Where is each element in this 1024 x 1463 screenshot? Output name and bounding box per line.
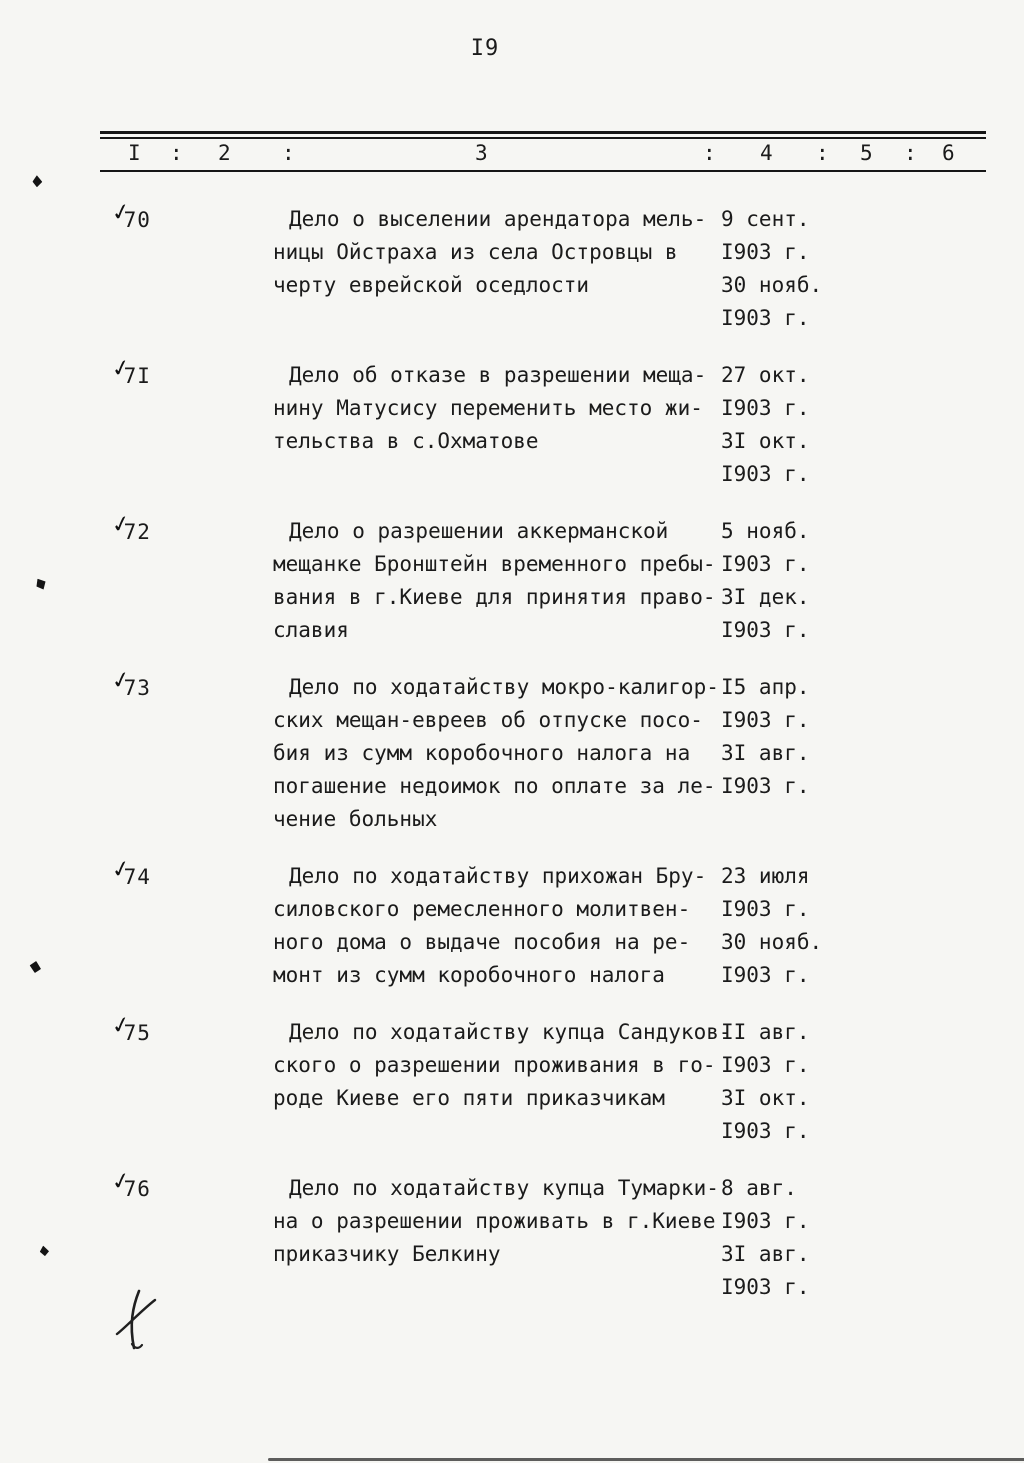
date-line: I903 г. [721,552,810,576]
check-mark-icon: ✓ [109,852,132,886]
description-line: нину Матусису переменить место жи- [273,396,703,420]
description-line: ницы Ойстраха из села Островцы в [273,240,678,264]
table-top-rule-thick [100,131,986,134]
description-line: погашение недоимок по оплате за ле- [273,774,716,798]
entry-row-70 [0,195,1024,335]
description-line: Дело по ходатайству купца Сандуков- [289,1020,732,1044]
column-separator: : [170,141,183,165]
column-header-1: I [128,141,141,165]
description-line: ских мещан-евреев об отпуске посо- [273,708,703,732]
description-line: силовского ремесленного молитвен- [273,897,691,921]
date-line: I903 г. [721,1275,810,1299]
column-header-5: 5 [860,141,873,165]
table-header [100,141,986,169]
date-line: II авг. [721,1020,810,1044]
entry-description [273,860,721,992]
check-mark-icon: ✓ [109,663,132,697]
date-line: I903 г. [721,462,810,486]
date-line: I903 г. [721,618,810,642]
entry-number-text: 75 [123,1021,151,1045]
date-line: 3I авг. [721,741,810,765]
date-line: I903 г. [721,1053,810,1077]
entry-row-76 [0,1164,1024,1304]
entry-description [273,671,721,836]
date-line: I903 г. [721,396,810,420]
description-line: вания в г.Киеве для принятия право- [273,585,716,609]
entry-dates [721,860,1024,992]
entry-dates [721,1016,1024,1148]
entry-description [273,359,721,458]
description-line: тельства в с.Охматове [273,429,539,453]
entry-number-text: 70 [123,208,151,232]
date-line: 8 авг. [721,1176,797,1200]
entry-dates [721,515,1024,647]
date-line: 30 нояб. [721,273,823,297]
description-line: Дело по ходатайству купца Тумарки- [289,1176,719,1200]
date-line: 3I дек. [721,585,810,609]
column-header-2: 2 [218,141,231,165]
description-line: славия [273,618,349,642]
entry-dates [721,359,1024,491]
date-line: I903 г. [721,1209,810,1233]
check-mark-icon: ✓ [109,195,132,229]
date-line: I903 г. [721,963,810,987]
entry-description [273,1016,732,1115]
date-line: I5 апр. [721,675,810,699]
entry-row-72 [0,507,1024,647]
entry-number [105,507,273,549]
entry-description [273,515,721,647]
description-line: ного дома о выдаче пособия на ре- [273,930,691,954]
entry-number-text: 74 [123,865,151,889]
description-line: мещанке Бронштейн временного пребы- [273,552,716,576]
column-header-4: 4 [760,141,773,165]
entry-dates [721,203,1024,335]
date-line: I903 г. [721,708,810,732]
entry-number-text: 72 [123,520,151,544]
entry-number [105,1008,273,1050]
entry-number [105,1164,273,1206]
check-mark-icon: ✓ [109,1164,132,1198]
check-mark-icon: ✓ [109,351,132,385]
date-line: I903 г. [721,306,810,330]
date-line: 27 окт. [721,363,810,387]
table-top-rule-thin [100,137,986,139]
description-line: черту еврейской оседлости [273,273,590,297]
entries-list [0,195,1024,1328]
date-line: I903 г. [721,1119,810,1143]
scan-edge-artifact [268,1458,1024,1461]
page-number: I9 [470,36,500,61]
entry-number [105,852,273,894]
date-line: 23 июля [721,864,810,888]
description-line: ского о разрешении проживания в го- [273,1053,716,1077]
column-header-6: 6 [942,141,955,165]
entry-row-74 [0,852,1024,992]
entry-number-text: 76 [123,1177,151,1201]
entry-row-75 [0,1008,1024,1148]
description-line: Дело по ходатайству прихожан Бру- [289,864,707,888]
entry-row-73 [0,663,1024,836]
table-header-bottom-rule [100,170,986,172]
date-line: I903 г. [721,774,810,798]
entry-number-text: 73 [123,676,151,700]
description-line: чение больных [273,807,438,831]
date-line: 9 сент. [721,207,810,231]
column-separator: : [816,141,829,165]
description-line: на о разрешении проживать в г.Киеве [273,1209,716,1233]
check-mark-icon: ✓ [109,507,132,541]
column-separator: : [282,141,295,165]
entry-dates [721,1172,1024,1304]
entry-number [105,195,273,237]
description-line: монт из сумм коробочного налога [273,963,665,987]
description-line: Дело об отказе в разрешении меща- [289,363,707,387]
description-line: приказчику Белкину [273,1242,501,1266]
handwritten-cross-mark [112,1288,160,1356]
check-mark-icon: ✓ [109,1008,132,1042]
date-line: 3I авг. [721,1242,810,1266]
date-line: 3I окт. [721,1086,810,1110]
date-line: I903 г. [721,240,810,264]
description-line: Дело о выселении арендатора мель- [289,207,707,231]
entry-description [273,203,721,302]
description-line: Дело по ходатайству мокро-калигор- [289,675,719,699]
column-separator: : [904,141,917,165]
description-line: роде Киеве его пяти приказчикам [273,1086,665,1110]
description-line: бия из сумм коробочного налога на [273,741,691,765]
column-header-3: 3 [475,141,488,165]
entry-number [105,351,273,393]
description-line: Дело о разрешении аккерманской [289,519,669,543]
entry-number [105,663,273,705]
entry-dates [721,671,1024,803]
ink-speck [31,175,44,189]
date-line: 30 нояб. [721,930,823,954]
entry-description [273,1172,721,1271]
date-line: I903 г. [721,897,810,921]
date-line: 5 нояб. [721,519,810,543]
entry-number-text: 7I [123,364,151,388]
date-line: 3I окт. [721,429,810,453]
column-separator: : [703,141,716,165]
entry-row-71 [0,351,1024,491]
